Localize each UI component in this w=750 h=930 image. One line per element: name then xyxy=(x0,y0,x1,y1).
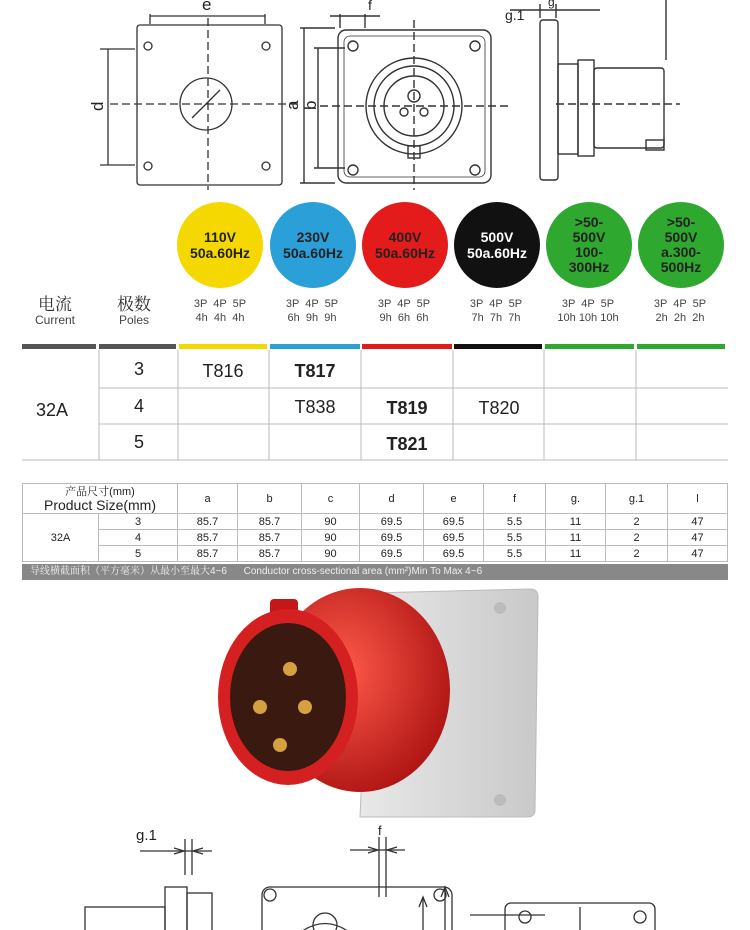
dim-label-g1: g.1 xyxy=(505,7,525,23)
size-table xyxy=(22,483,728,562)
pole-config-100-300hz: 3P 4P 5P 10h 10h 10h xyxy=(557,298,619,324)
size-cell: 47 xyxy=(668,546,728,562)
model-code-t816: T816 xyxy=(202,361,244,381)
pole-config-400v: 3P 4P 5P 9h 6h 6h xyxy=(377,298,431,324)
table-row xyxy=(23,546,728,562)
pole-config-500v: 3P 4P 5P 7h 7h 7h xyxy=(469,298,523,324)
poles-value-4: 4 xyxy=(133,396,144,416)
bottom-technical-drawing xyxy=(0,815,750,930)
size-cell: 5.5 xyxy=(484,546,546,562)
dim-label-g: g xyxy=(548,0,555,9)
pole-config-300-500hz: 3P 4P 5P 2h 2h 2h xyxy=(653,298,707,324)
size-col-header: g. xyxy=(546,484,606,514)
conductor-footer: 导线横截面积（平方毫米）从最小至最大4~6 Conductor cross-sectional area (mm²)Min To Max 4~6 xyxy=(22,564,728,580)
size-poles: 4 xyxy=(99,530,178,546)
size-cell: 47 xyxy=(668,514,728,530)
size-cell: 85.7 xyxy=(178,530,238,546)
table-row xyxy=(23,530,728,546)
size-cell: 11 xyxy=(546,530,606,546)
voltage-circle-500v: 500V 50a.60Hz xyxy=(454,202,540,288)
voltage-circle-100-300hz: >50- 500V 100- 300Hz xyxy=(546,202,632,288)
size-cell: 85.7 xyxy=(238,514,302,530)
model-code-t838: T838 xyxy=(294,397,336,417)
size-cell: 69.5 xyxy=(360,530,424,546)
poles-label-en: Poles xyxy=(119,313,150,327)
poles-value-3: 3 xyxy=(133,359,144,379)
size-cell: 90 xyxy=(302,530,360,546)
size-cell: 5.5 xyxy=(484,530,546,546)
size-current: 32A xyxy=(23,514,99,562)
size-cell: 69.5 xyxy=(424,530,484,546)
voltage-circle-110v: 110V 50a.60Hz xyxy=(177,202,263,288)
size-cell: 85.7 xyxy=(238,546,302,562)
voltage-circle-300-500hz: >50- 500V a.300- 500Hz xyxy=(638,202,724,288)
dim-label-b: b xyxy=(301,100,320,110)
size-cell: 85.7 xyxy=(178,546,238,562)
size-cell: 69.5 xyxy=(360,514,424,530)
voltage-circle-400v: 400V 50a.60Hz xyxy=(362,202,448,288)
dim-label-f: f xyxy=(368,0,372,13)
voltage-circle-230v: 230V 50a.60Hz xyxy=(270,202,356,288)
size-cell: 2 xyxy=(606,514,668,530)
size-poles: 3 xyxy=(99,514,178,530)
size-col-header: c xyxy=(302,484,360,514)
size-cell: 69.5 xyxy=(424,546,484,562)
size-col-header: f xyxy=(484,484,546,514)
product-image xyxy=(200,585,550,835)
dim-label-d: d xyxy=(88,101,107,111)
size-cell: 90 xyxy=(302,546,360,562)
model-code-t821: T821 xyxy=(386,434,428,454)
size-cell: 69.5 xyxy=(360,546,424,562)
size-cell: 85.7 xyxy=(238,530,302,546)
size-col-header: b xyxy=(238,484,302,514)
top-technical-drawing xyxy=(0,0,750,195)
size-col-header: g.1 xyxy=(606,484,668,514)
pole-config-110v: 3P 4P 5P 4h 4h 4h xyxy=(193,298,247,324)
size-cell: 11 xyxy=(546,546,606,562)
size-cell: 69.5 xyxy=(424,514,484,530)
size-cell: 2 xyxy=(606,546,668,562)
pole-config-230v: 3P 4P 5P 6h 9h 9h xyxy=(285,298,339,324)
size-cell: 5.5 xyxy=(484,514,546,530)
bottom-dim-label-f: f xyxy=(378,823,382,838)
poles-label-cn: 极数 xyxy=(117,295,151,314)
size-cell: 11 xyxy=(546,514,606,530)
dim-label-a: a xyxy=(283,100,302,110)
current-label-cn: 电流 xyxy=(38,295,72,314)
size-col-header: d xyxy=(360,484,424,514)
current-value: 32A xyxy=(35,400,69,420)
current-label-en: Current xyxy=(35,313,76,327)
size-cell: 85.7 xyxy=(178,514,238,530)
bottom-dim-label-g1: g.1 xyxy=(136,827,157,844)
size-col-header: l xyxy=(668,484,728,514)
model-code-t820: T820 xyxy=(478,398,520,418)
size-cell: 90 xyxy=(302,514,360,530)
model-code-t817: T817 xyxy=(294,361,336,381)
size-cell: 47 xyxy=(668,530,728,546)
size-poles: 5 xyxy=(99,546,178,562)
model-code-t819: T819 xyxy=(386,398,428,418)
size-table-header: 产品尺寸(mm) Product Size(mm) xyxy=(23,484,178,514)
size-col-header: e xyxy=(424,484,484,514)
dim-label-e: e xyxy=(202,0,212,14)
size-col-header: a xyxy=(178,484,238,514)
poles-value-5: 5 xyxy=(133,432,144,452)
size-cell: 2 xyxy=(606,530,668,546)
table-row xyxy=(23,514,728,530)
